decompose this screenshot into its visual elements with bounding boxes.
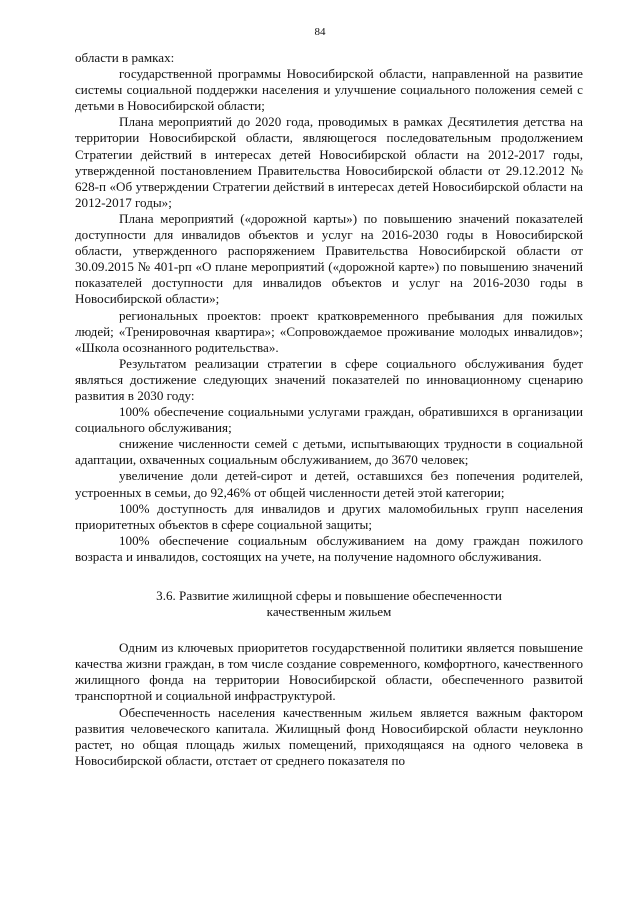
paragraph: увеличение доли детей-сирот и детей, оставшихся без попечения родителей, устроенных в семьи, до 92,46% от общей численности детей этой категории; — [75, 468, 583, 500]
paragraph: Обеспеченность населения качественным жильем является важным фактором развития человеческого капитала. Жилищный фонд Новосибирской области неуклонно растет, но общая площадь жилых помещений, приходящаяся на одного человека в Новосибирской области, отстает от среднего показателя по — [75, 704, 583, 768]
paragraph: региональных проектов: проект кратковременного пребывания для пожилых людей; «Тренировочная квартира»; «Сопровождаемое проживание молодых инвалидов»; «Школа осознанного родительства». — [75, 307, 583, 355]
paragraph: Плана мероприятий («дорожной карты») по повышению значений показателей доступности для инвалидов объектов и услуг на 2016-2030 годы в Новосибирской области, утвержденного распоряжением Правительства Новосибирской области от 30.09.2015 № 401-рп «О плане мероприятий («дорожной карте») по повышению значений показателей доступности для инвалидов объектов и услуг на 2016-2030 годы в Новосибирской области»; — [75, 210, 583, 307]
page-number: 84 — [314, 26, 326, 38]
paragraph: государственной программы Новосибирской области, направленной на развитие системы социальной поддержки населения и улучшение социального положения семей с детьми в Новосибирской области; — [75, 66, 583, 114]
section-heading — [75, 588, 583, 620]
paragraph: снижение численности семей с детьми, испытывающих трудности в социальной адаптации, охваченных социальным обслуживанием, до 3670 человек; — [75, 436, 583, 468]
section-heading-line: 3.6. Развитие жилищной сферы и повышение обеспеченности — [156, 588, 502, 603]
document-body — [75, 50, 583, 769]
paragraph: Одним из ключевых приоритетов государственной политики является повышение качества жизни граждан, в том числе создание современного, комфортного, качественного жилищного фонда на территории Новосибирской области, обеспеченного развитой транспортной и социальной инфраструктурой. — [75, 640, 583, 704]
paragraph: Результатом реализации стратегии в сфере социального обслуживания будет являться достижение следующих значений показателей по инновационному сценарию развития в 2030 году: — [75, 355, 583, 403]
paragraph: Плана мероприятий до 2020 года, проводимых в рамках Десятилетия детства на территории Новосибирской области, являющегося последовательным продолжением Стратегии действий в интересах детей Новосибирской области на 2012-2017 годы, утвержденной постановлением Правительства Новосибирской области от 29.12.2012 № 628-п «Об утверждении Стратегии действий в интересах детей Новосибирской области на 2012-2017 годы»; — [75, 114, 583, 210]
paragraph: 100% обеспечение социальным обслуживанием на дому граждан пожилого возраста и инвалидов, состоящих на учете, на получение надомного обслуживания. — [75, 532, 583, 564]
paragraph: 100% доступность для инвалидов и других маломобильных групп населения приоритетных объектов в сфере социальной защиты; — [75, 500, 583, 532]
paragraph: области в рамках: — [75, 50, 175, 65]
section-heading-line: качественным жильем — [266, 604, 392, 620]
paragraph: 100% обеспечение социальными услугами граждан, обратившихся в организации социального обслуживания; — [75, 404, 583, 436]
